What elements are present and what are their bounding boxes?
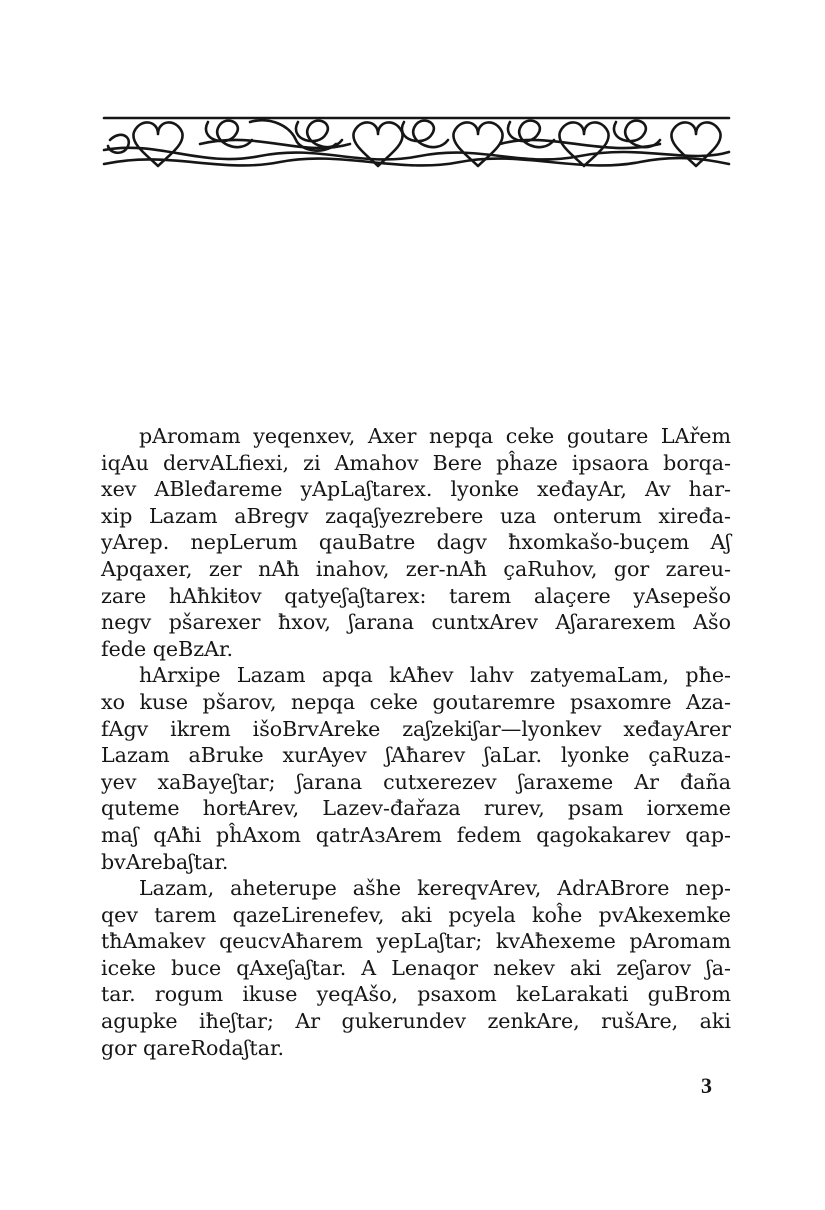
text-line: iqAu dervALfiexi, zi Amahov Bere pĥaze ipsaora borqa- <box>101 450 731 475</box>
interlaced-hearts-ornament <box>100 110 733 172</box>
text-line: fAgv ikrem išoBrvArekе zaʃzekiʃar—lyonkev xeđayArer <box>101 716 731 741</box>
text-line: fede qeBzAr. <box>101 636 234 661</box>
paragraph-2 <box>101 662 731 875</box>
text-line: maʃ qAħi pĥAxom qatrAзArem fedem qagokakarev qap- <box>101 822 731 847</box>
text-line: Lazam aBrukе xurAyev ʃAħarev ʃaLar. lyonke çaRuza- <box>101 743 731 768</box>
text-line: tħAmakev qeucvAħarem yepLaʃtar; kvAħexeme pAromam <box>101 929 731 954</box>
text-line: xip Lazam aBregv zaqaʃyezrebere uza onterum xiređa- <box>101 503 731 528</box>
text-line: bvArebaʃtar. <box>101 849 229 874</box>
text-line: yev xaBayeʃtar; ʃarana cutxerezev ʃaraxeme Ar đaña <box>101 769 731 794</box>
text-line: xev ABleđareme yApLaʃtarex. lyonke xeđayAr, Av har- <box>101 477 731 502</box>
text-line: gor qareRodaʃtar. <box>101 1035 285 1060</box>
text-line: agupke iħeʃtar; Ar gukerundev zenkAre, rušAre, aki <box>101 1009 731 1034</box>
body-text <box>101 423 731 1061</box>
text-line: Apqaxer, zer nAħ inahov, zer-nAħ çaRuhov, gor zareu- <box>101 556 731 581</box>
text-line: yArep. nepLerum qauBatre dagv ħxomkašo-buçem Aʃ <box>101 530 731 555</box>
paragraph-1 <box>101 423 731 662</box>
text-line: xo kuse pšarov, nepqa cekе goutaremre psaxomre Aza- <box>101 689 731 714</box>
text-line: icekе buce qAxeʃaʃtar. A Lenaqor nekev aki zeʃarov ʃa- <box>101 955 731 980</box>
text-line: hArxipe Lazam apqa kAħev lahv zatyemaLam, pħe- <box>139 663 731 688</box>
page-number: 3 <box>701 1073 712 1098</box>
text-line: quteme horŧArev, Lazev-đařaza rurev, psam iorxeme <box>101 796 731 821</box>
paragraph-3 <box>101 875 731 1061</box>
text-line: pAromam yeqenxev, Axer nepqa cekе goutare LAřem <box>139 424 731 448</box>
text-line: tar. rogum ikuse yeqAšo, psaxom keLarakati guBrom <box>101 982 731 1007</box>
text-line: zare hAħkiŧov qatyeʃaʃtarex: tarem alaçere yAsepešo <box>101 583 731 608</box>
text-line: negv pšarexer ħxov, ʃarana cuntxArev Aʃararexem Ašo <box>101 610 731 635</box>
text-line: qev tarem qazeLirenefev, aki pcyela koĥe pvAkexemkе <box>101 902 731 927</box>
text-line: Lazam, aheterupe ašhe kereqvArev, AdrABrore nep- <box>139 876 731 901</box>
